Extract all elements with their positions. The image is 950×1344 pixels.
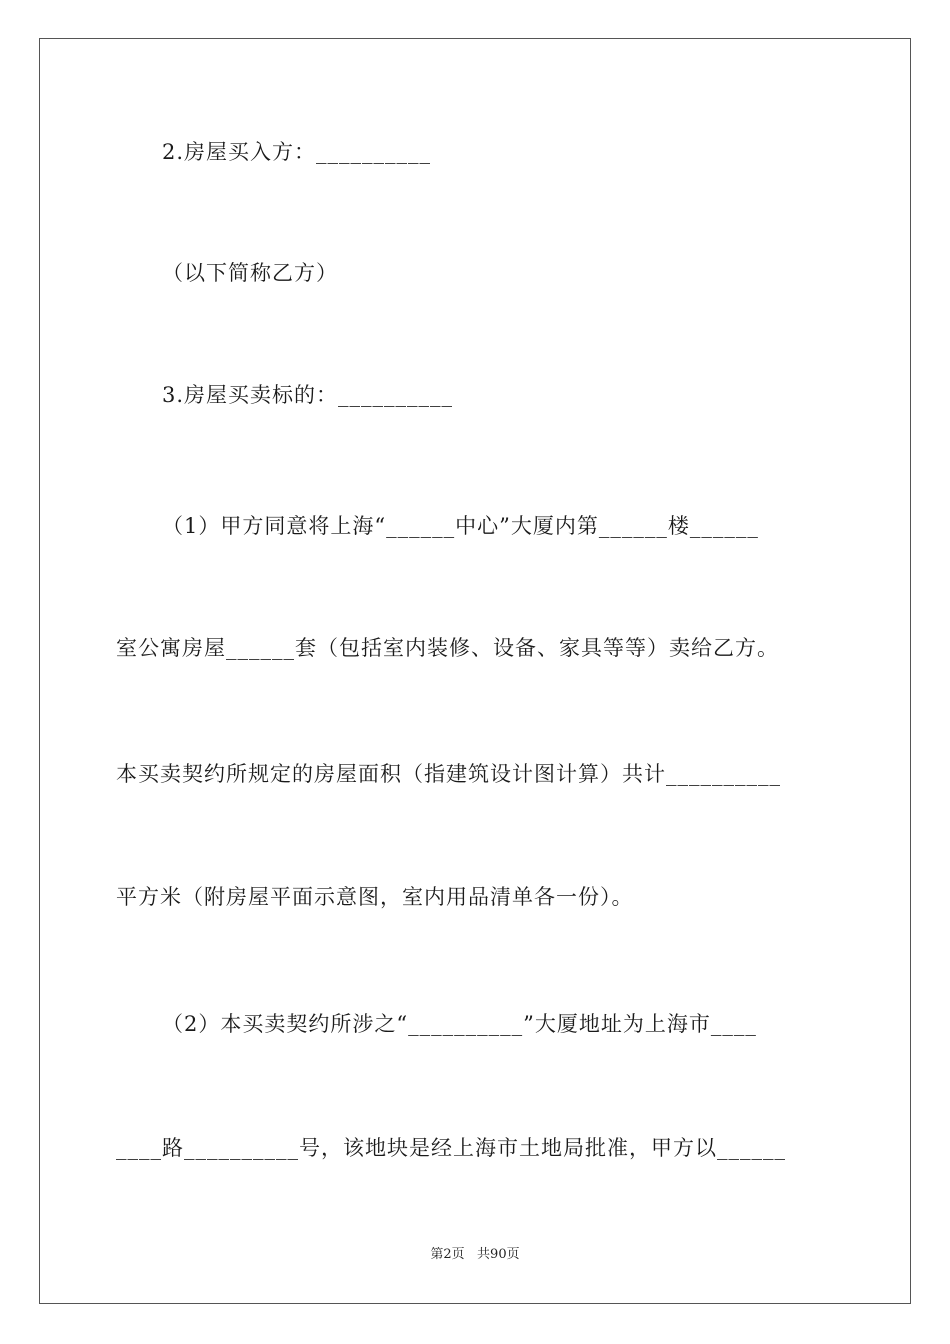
text-line-buyer: 2.房屋买入方：__________ xyxy=(162,140,432,164)
text-line-party-b-note: （以下简称乙方） xyxy=(162,261,338,285)
text-line-attachments: 平方米（附房屋平面示意图，室内用品清单各一份）。 xyxy=(116,885,634,909)
text-line-subject: 3.房屋买卖标的：__________ xyxy=(162,383,454,407)
text-line-clause-2: （2）本买卖契约所涉之“__________”大厦地址为上海市____ xyxy=(162,1012,757,1036)
text-line-road: ____路__________号，该地块是经上海市土地局批准，甲方以______ xyxy=(116,1136,786,1160)
text-line-apartment: 室公寓房屋______套（包括室内装修、设备、家具等等）卖给乙方。 xyxy=(116,636,779,660)
page-frame xyxy=(39,38,911,1304)
page-number: 第2页 共90页 xyxy=(430,1247,520,1262)
text-line-clause-1: （1）甲方同意将上海“______中心”大厦内第______楼______ xyxy=(162,514,759,538)
text-line-area: 本买卖契约所规定的房屋面积（指建筑设计图计算）共计__________ xyxy=(116,762,781,786)
